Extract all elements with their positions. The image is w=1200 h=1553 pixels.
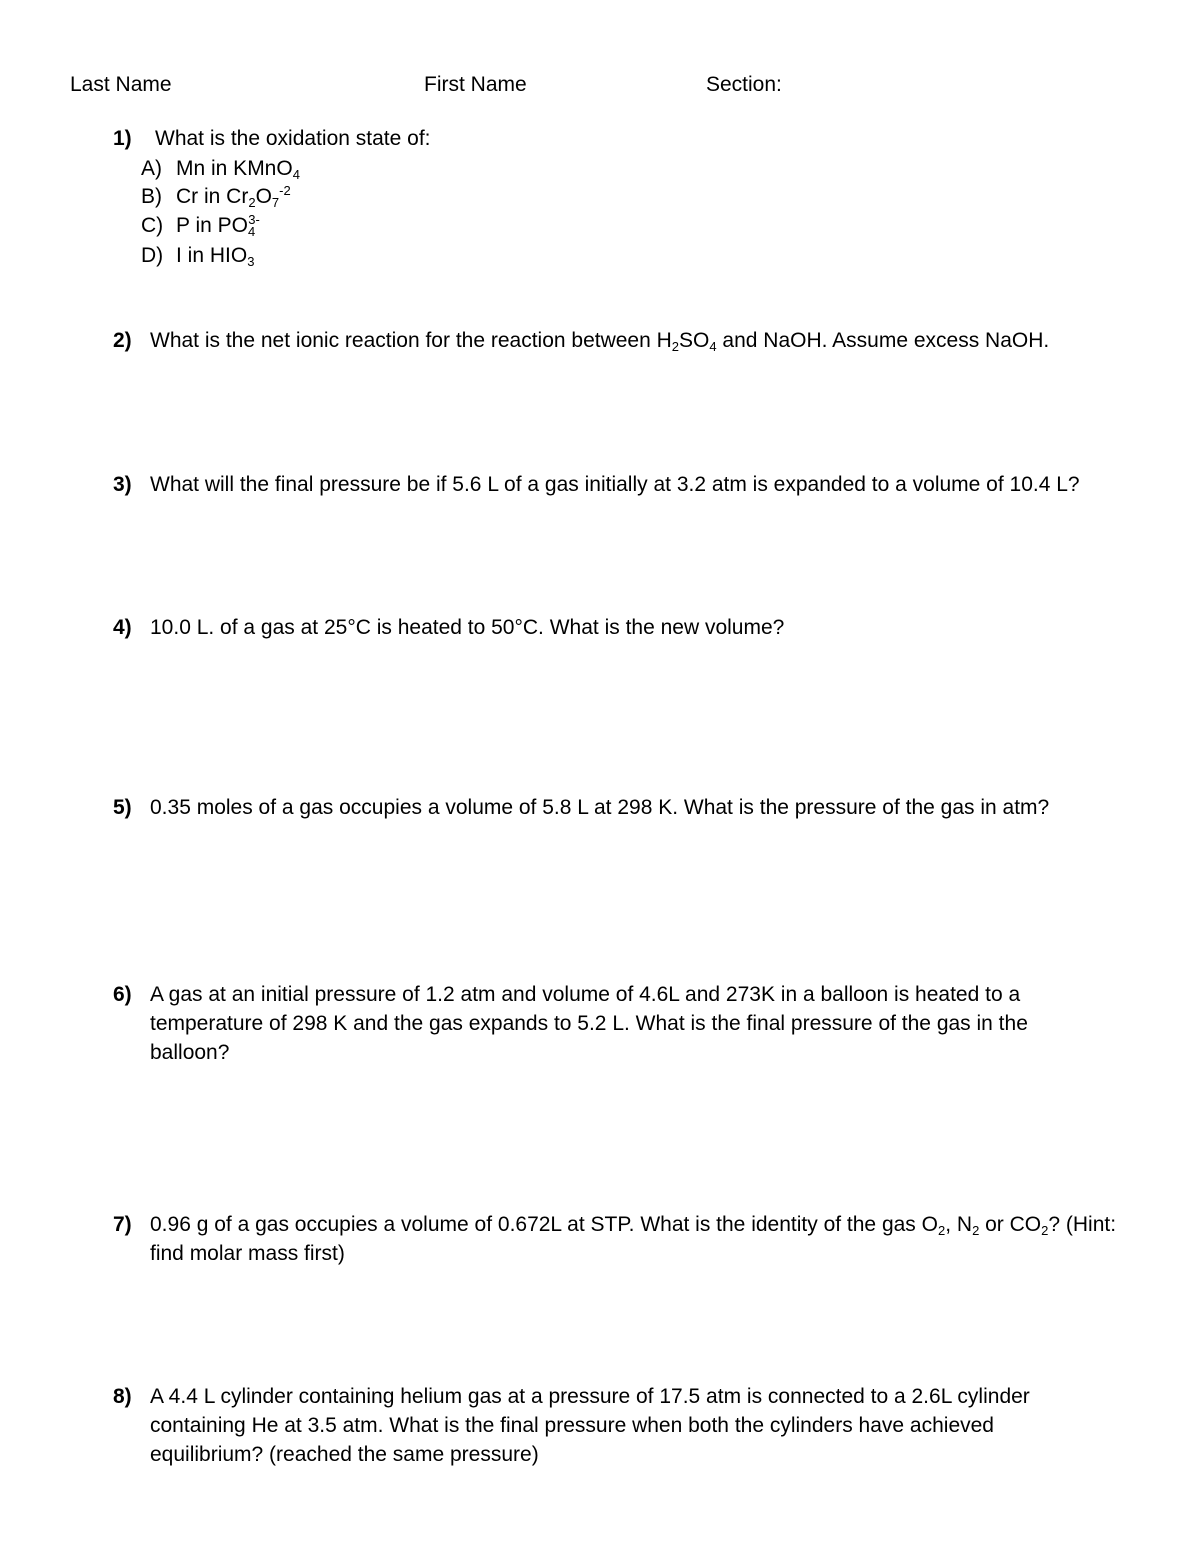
question-7 (113, 1210, 1133, 1268)
option-b: B) Cr in $Cr_2O_7^{-2}$ (141, 183, 291, 210)
question-number: 7) (113, 1213, 132, 1236)
question-number: 8) (113, 1385, 132, 1408)
question-text: A gas at an initial pressure of 1.2 atm and volume of 4.6L and 273K in a balloon is heated to a temperature of 298 K and the gas expands to 5.2 L. What is the final pressure of the gas in the balloon? (150, 983, 1028, 1064)
question-3 (113, 470, 1133, 499)
question-number: 2) (113, 329, 132, 352)
question-text: What is the oxidation state of: (155, 127, 431, 150)
section-label: Section: (706, 73, 782, 96)
option-a: A) Mn in KMnO$_4$ (141, 154, 300, 183)
question-text: A 4.4 L cylinder containing helium gas at a pressure of 17.5 atm is connected to a 2.6L cylinder containing He at 3.5 atm. What is the final pressure when both the cylinders have achieved equilibrium? (reached the same pressure) (150, 1385, 1030, 1466)
question-5 (113, 793, 1133, 822)
question-text: What will the final pressure be if 5.6 L of a gas initially at 3.2 atm is expanded to a volume of 10.4 L? (150, 473, 1080, 496)
question-2 (113, 326, 1133, 355)
question-number: 1) (113, 127, 132, 150)
first-name-label: First Name (424, 73, 527, 96)
option-label: B) (141, 185, 162, 208)
question-text: 0.35 moles of a gas occupies a volume of 5.8 L at 298 K. What is the pressure of the gas in atm? (150, 796, 1050, 819)
option-c: C) P in $PO_4^{3-}$ (141, 212, 260, 239)
question-number: 5) (113, 796, 132, 819)
question-text: 0.96 g of a gas occupies a volume of 0.672L at STP. What is the identity of the gas $O_2$, $N_2$ or $CO_2$? (Hint: find molar mass first) (150, 1213, 1117, 1265)
question-8 (113, 1382, 1073, 1469)
option-label: C) (141, 214, 164, 237)
question-1 (113, 124, 1133, 153)
question-number: 3) (113, 473, 132, 496)
question-4 (113, 613, 1133, 642)
question-text: 10.0 L. of a gas at 25°C is heated to 50°C. What is the new volume? (150, 616, 785, 639)
question-text: What is the net ionic reaction for the reaction between $H_2SO_4$ and NaOH. Assume excess NaOH. (150, 329, 1050, 354)
option-label: D) (141, 244, 164, 267)
last-name-label: Last Name (70, 73, 172, 96)
question-number: 6) (113, 983, 132, 1006)
option-d: D) I in $HIO_3$ (141, 241, 254, 270)
question-6 (113, 980, 1073, 1067)
question-number: 4) (113, 616, 132, 639)
option-label: A) (141, 157, 162, 180)
